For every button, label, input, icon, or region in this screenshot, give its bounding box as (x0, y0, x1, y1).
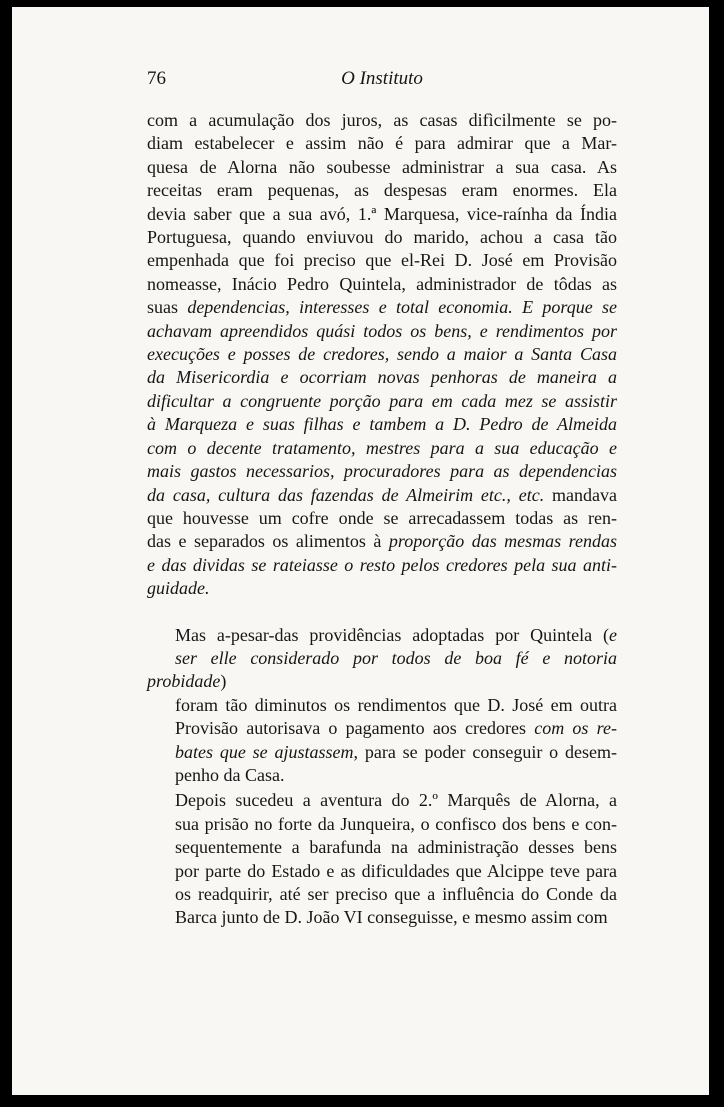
italic-text: com os re- (534, 718, 617, 739)
text-line (147, 484, 617, 507)
text-run: que houvesse um cofre onde se arrecadassem todas as ren- (147, 507, 617, 528)
text-run: nomeasse, Inácio Pedro Quintela, administrador de tôdas as (147, 273, 617, 294)
text-line (147, 507, 617, 530)
text-line (147, 647, 617, 694)
text-line (147, 226, 617, 249)
italic-text: guidade. (147, 578, 210, 599)
text-run: foram tão diminutos os rendimentos que D. José em outra (175, 694, 617, 715)
text-line (147, 390, 617, 413)
text-run: quesa de Alorna não soubesse administrar a sua casa. As (147, 156, 617, 177)
running-title: O Instituto (341, 68, 423, 89)
text-line (147, 741, 617, 764)
italic-text: execuções e posses de credores, sendo a maior a Santa Casa (147, 344, 617, 365)
text-line (147, 320, 617, 343)
text-line (147, 273, 617, 296)
text-line (147, 156, 617, 179)
text-run: Depois sucedeu a aventura do 2.º Marquês de Alorna, a (175, 790, 617, 811)
italic-text: achavam apreendidos quási todos os bens, e rendimentos por (147, 320, 617, 341)
text-line (147, 883, 617, 906)
text-line (147, 789, 617, 812)
text-run: devia saber que a sua avó, 1.ª Marquesa, vice-raínha da Índia (147, 203, 617, 224)
text-line (147, 109, 617, 132)
text-line (147, 249, 617, 272)
page-header (147, 68, 617, 96)
text-run: das e separados os alimentos à (147, 531, 389, 552)
text-run: suas (147, 297, 188, 318)
italic-text: bates que se ajustassem (175, 741, 354, 762)
text-line (147, 343, 617, 366)
text-line (147, 460, 617, 483)
text-run: por parte do Estado e as dificuldades que Alcippe teve para (175, 860, 617, 881)
text-run: sua prisão no forte da Junqueira, o confisco dos bens e con- (175, 813, 617, 834)
text-run: com a acumulação dos juros, as casas difìcilmente se po- (147, 110, 617, 130)
text-run: mandava (544, 484, 618, 505)
text-line (147, 694, 617, 717)
italic-text: ser elle considerado por todos de boa fé e notoria probidade (147, 647, 617, 692)
text-run: Barca junto de D. João VI conseguisse, e mesmo assim com (175, 907, 608, 928)
italic-text: e das dividas se rateiasse o resto pelos credores pela sua anti- (147, 554, 617, 575)
text-run: Portuguesa, quando enviuvou do marido, achou a casa tão (147, 227, 617, 248)
text-run: receitas eram pequenas, as despesas eram enormes. Ela (147, 180, 617, 201)
italic-text: proporção das mesmas rendas (388, 531, 618, 552)
italic-text: da Misericordia e ocorriam novas penhoras de maneira a (147, 367, 617, 388)
paragraph-3 (147, 789, 617, 929)
text-line (147, 530, 617, 553)
text-line (147, 836, 617, 859)
text-line (147, 813, 617, 836)
text-line (147, 577, 617, 600)
italic-text: dificultar a congruente porção para em cada mez se assistir (147, 390, 617, 411)
paragraph-1 (147, 109, 617, 601)
italic-text: e (609, 624, 617, 645)
italic-text: dependencias, interesses e total economia. E porque se (187, 297, 618, 318)
text-line (147, 554, 617, 577)
text-run: Mas a-pesar-das providências adoptadas por Quintela ( (175, 624, 609, 645)
text-run: penho da Casa. (175, 764, 285, 785)
text-line (147, 624, 617, 647)
page-number: 76 (147, 68, 166, 89)
text-line (147, 179, 617, 202)
italic-text: à Marqueza e suas filhas e tambem a D. Pedro de Almeida (147, 414, 617, 435)
text-line (147, 437, 617, 460)
text-line (147, 413, 617, 436)
text-run: sequentemente a barafunda na administração desses bens (175, 837, 617, 858)
text-line (147, 906, 617, 929)
text-run: ) (220, 671, 227, 692)
text-run: empenhada que foi preciso que el-Rei D. José em Provisão (147, 250, 617, 271)
text-line (147, 132, 617, 155)
body-text (147, 109, 617, 930)
text-line (147, 717, 617, 740)
text-run: os readquirir, até ser preciso que a influência do Conde da (175, 884, 617, 904)
italic-text: com o decente tratamento, mestres para a sua educação e (147, 437, 617, 458)
text-run: , para se poder conseguir o desem- (353, 741, 617, 762)
italic-text: mais gastos necessarios, procuradores para as dependencias (147, 461, 617, 482)
text-run: Provisão autorisava o pagamento aos credores (175, 718, 535, 739)
text-line (147, 296, 617, 319)
paragraph-2 (147, 624, 617, 788)
text-run: diam estabelecer e assim não é para admirar que a Mar- (147, 133, 617, 154)
text-line (147, 203, 617, 226)
text-line (147, 764, 617, 787)
text-line (147, 366, 617, 389)
italic-text: da casa, cultura das fazendas de Almeirim etc., etc. (147, 484, 545, 505)
text-line (147, 860, 617, 883)
